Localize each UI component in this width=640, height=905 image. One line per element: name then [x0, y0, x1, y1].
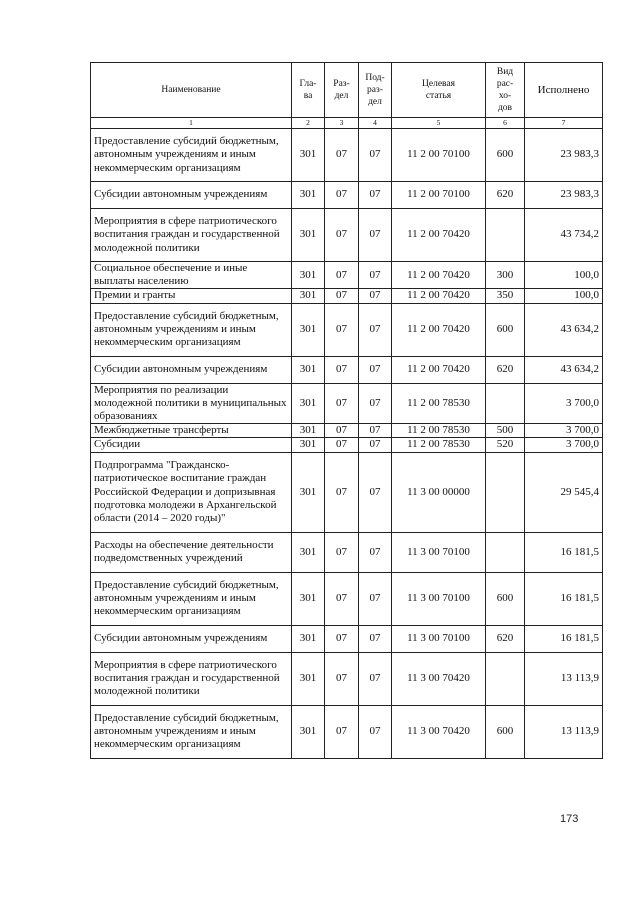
row-expense-type — [486, 532, 525, 572]
header-name: Наименование — [91, 63, 292, 118]
row-target: 11 2 00 70100 — [392, 129, 486, 182]
table-row — [91, 129, 603, 182]
row-expense-type: 620 — [486, 625, 525, 652]
table-row — [91, 209, 603, 262]
row-chapter: 301 — [292, 129, 325, 182]
row-section: 07 — [325, 625, 359, 652]
column-number: 7 — [525, 118, 603, 129]
row-chapter: 301 — [292, 383, 325, 424]
table-row — [91, 532, 603, 572]
row-section: 07 — [325, 438, 359, 452]
row-subsection: 07 — [359, 424, 392, 438]
row-chapter: 301 — [292, 452, 325, 532]
row-subsection: 07 — [359, 532, 392, 572]
row-target: 11 2 00 70420 — [392, 303, 486, 356]
row-amount: 3 700,0 — [525, 383, 603, 424]
row-target: 11 3 00 70100 — [392, 625, 486, 652]
column-number: 5 — [392, 118, 486, 129]
row-target: 11 2 00 70420 — [392, 356, 486, 383]
header-target: Целевая статья — [392, 63, 486, 118]
row-chapter: 301 — [292, 209, 325, 262]
row-expense-type: 520 — [486, 438, 525, 452]
table-row — [91, 289, 603, 303]
row-section: 07 — [325, 289, 359, 303]
table-row — [91, 452, 603, 532]
row-amount: 43 634,2 — [525, 303, 603, 356]
row-section: 07 — [325, 424, 359, 438]
table-row — [91, 424, 603, 438]
table-row — [91, 356, 603, 383]
table-row — [91, 182, 603, 209]
row-subsection: 07 — [359, 652, 392, 705]
row-amount: 13 113,9 — [525, 705, 603, 758]
row-section: 07 — [325, 383, 359, 424]
row-expense-type: 600 — [486, 129, 525, 182]
row-target: 11 3 00 70100 — [392, 572, 486, 625]
header-expense-type: Вид рас- хо- дов — [486, 63, 525, 118]
row-name: Субсидии автономным учреждениям — [91, 182, 292, 209]
row-section: 07 — [325, 652, 359, 705]
row-amount: 16 181,5 — [525, 625, 603, 652]
row-section: 07 — [325, 452, 359, 532]
row-expense-type — [486, 452, 525, 532]
row-subsection: 07 — [359, 625, 392, 652]
row-amount: 43 734,2 — [525, 209, 603, 262]
row-name: Субсидии автономным учреждениям — [91, 625, 292, 652]
row-amount: 100,0 — [525, 289, 603, 303]
row-subsection: 07 — [359, 383, 392, 424]
row-section: 07 — [325, 129, 359, 182]
row-chapter: 301 — [292, 182, 325, 209]
row-subsection: 07 — [359, 572, 392, 625]
row-subsection: 07 — [359, 129, 392, 182]
row-section: 07 — [325, 572, 359, 625]
page-number: 173 — [560, 813, 579, 825]
row-subsection: 07 — [359, 289, 392, 303]
row-chapter: 301 — [292, 532, 325, 572]
row-chapter: 301 — [292, 289, 325, 303]
row-expense-type: 350 — [486, 289, 525, 303]
table-row — [91, 438, 603, 452]
header-chapter: Гла- ва — [292, 63, 325, 118]
row-name: Субсидии автономным учреждениям — [91, 356, 292, 383]
header-row — [91, 63, 603, 118]
row-subsection: 07 — [359, 262, 392, 289]
row-expense-type: 600 — [486, 303, 525, 356]
row-target: 11 3 00 70420 — [392, 705, 486, 758]
table-row — [91, 383, 603, 424]
row-subsection: 07 — [359, 438, 392, 452]
row-chapter: 301 — [292, 625, 325, 652]
row-name: Расходы на обеспечение деятельности подведомственных учреждений — [91, 532, 292, 572]
row-section: 07 — [325, 182, 359, 209]
row-name: Субсидии — [91, 438, 292, 452]
column-number: 3 — [325, 118, 359, 129]
row-subsection: 07 — [359, 452, 392, 532]
column-number: 2 — [292, 118, 325, 129]
row-expense-type: 600 — [486, 705, 525, 758]
row-chapter: 301 — [292, 356, 325, 383]
row-name: Мероприятия по реализации молодежной политики в муниципальных образованиях — [91, 383, 292, 424]
row-section: 07 — [325, 356, 359, 383]
row-expense-type: 300 — [486, 262, 525, 289]
row-name: Мероприятия в сфере патриотического воспитания граждан и государственной молодежной политики — [91, 652, 292, 705]
row-section: 07 — [325, 705, 359, 758]
row-expense-type — [486, 383, 525, 424]
row-name: Межбюджетные трансферты — [91, 424, 292, 438]
row-target: 11 3 00 00000 — [392, 452, 486, 532]
row-chapter: 301 — [292, 652, 325, 705]
row-amount: 43 634,2 — [525, 356, 603, 383]
table-row — [91, 625, 603, 652]
row-amount: 100,0 — [525, 262, 603, 289]
row-chapter: 301 — [292, 572, 325, 625]
row-chapter: 301 — [292, 705, 325, 758]
row-amount: 23 983,3 — [525, 129, 603, 182]
row-chapter: 301 — [292, 262, 325, 289]
row-name: Подпрограмма "Гражданско-патриотическое воспитание граждан Российской Федерации и допризывная подготовка молодежи в Архангельской области (2014 – 2020 годы)" — [91, 452, 292, 532]
row-target: 11 3 00 70100 — [392, 532, 486, 572]
row-amount: 3 700,0 — [525, 438, 603, 452]
budget-table — [90, 62, 603, 759]
row-section: 07 — [325, 262, 359, 289]
row-name: Социальное обеспечение и иные выплаты населению — [91, 262, 292, 289]
table-row — [91, 705, 603, 758]
row-subsection: 07 — [359, 705, 392, 758]
column-number: 6 — [486, 118, 525, 129]
row-name: Мероприятия в сфере патриотического воспитания граждан и государственной молодежной политики — [91, 209, 292, 262]
row-expense-type: 620 — [486, 356, 525, 383]
row-name: Предоставление субсидий бюджетным, автономным учреждениям и иным некоммерческим организациям — [91, 303, 292, 356]
row-subsection: 07 — [359, 303, 392, 356]
row-expense-type — [486, 652, 525, 705]
table-row — [91, 262, 603, 289]
row-amount: 29 545,4 — [525, 452, 603, 532]
row-chapter: 301 — [292, 303, 325, 356]
column-number-row — [91, 118, 603, 129]
table-row — [91, 572, 603, 625]
row-target: 11 3 00 70420 — [392, 652, 486, 705]
row-subsection: 07 — [359, 356, 392, 383]
row-amount: 16 181,5 — [525, 572, 603, 625]
row-target: 11 2 00 78530 — [392, 438, 486, 452]
row-target: 11 2 00 70420 — [392, 289, 486, 303]
row-amount: 13 113,9 — [525, 652, 603, 705]
table-row — [91, 303, 603, 356]
row-amount: 23 983,3 — [525, 182, 603, 209]
row-expense-type — [486, 209, 525, 262]
header-subsection: Под- раз- дел — [359, 63, 392, 118]
row-subsection: 07 — [359, 182, 392, 209]
column-number: 1 — [91, 118, 292, 129]
row-target: 11 2 00 70420 — [392, 209, 486, 262]
row-section: 07 — [325, 303, 359, 356]
row-name: Предоставление субсидий бюджетным, автономным учреждениям и иным некоммерческим организациям — [91, 572, 292, 625]
header-executed: Исполнено — [525, 63, 603, 118]
row-name: Предоставление субсидий бюджетным, автономным учреждениям и иным некоммерческим организациям — [91, 705, 292, 758]
row-section: 07 — [325, 209, 359, 262]
row-amount: 3 700,0 — [525, 424, 603, 438]
row-expense-type: 620 — [486, 182, 525, 209]
row-target: 11 2 00 78530 — [392, 383, 486, 424]
row-name: Премии и гранты — [91, 289, 292, 303]
row-target: 11 2 00 70420 — [392, 262, 486, 289]
row-section: 07 — [325, 532, 359, 572]
row-expense-type: 600 — [486, 572, 525, 625]
row-name: Предоставление субсидий бюджетным, автономным учреждениям и иным некоммерческим организациям — [91, 129, 292, 182]
header-section: Раз- дел — [325, 63, 359, 118]
row-chapter: 301 — [292, 424, 325, 438]
table-row — [91, 652, 603, 705]
row-chapter: 301 — [292, 438, 325, 452]
row-target: 11 2 00 70100 — [392, 182, 486, 209]
column-number: 4 — [359, 118, 392, 129]
row-subsection: 07 — [359, 209, 392, 262]
row-amount: 16 181,5 — [525, 532, 603, 572]
row-target: 11 2 00 78530 — [392, 424, 486, 438]
row-expense-type: 500 — [486, 424, 525, 438]
